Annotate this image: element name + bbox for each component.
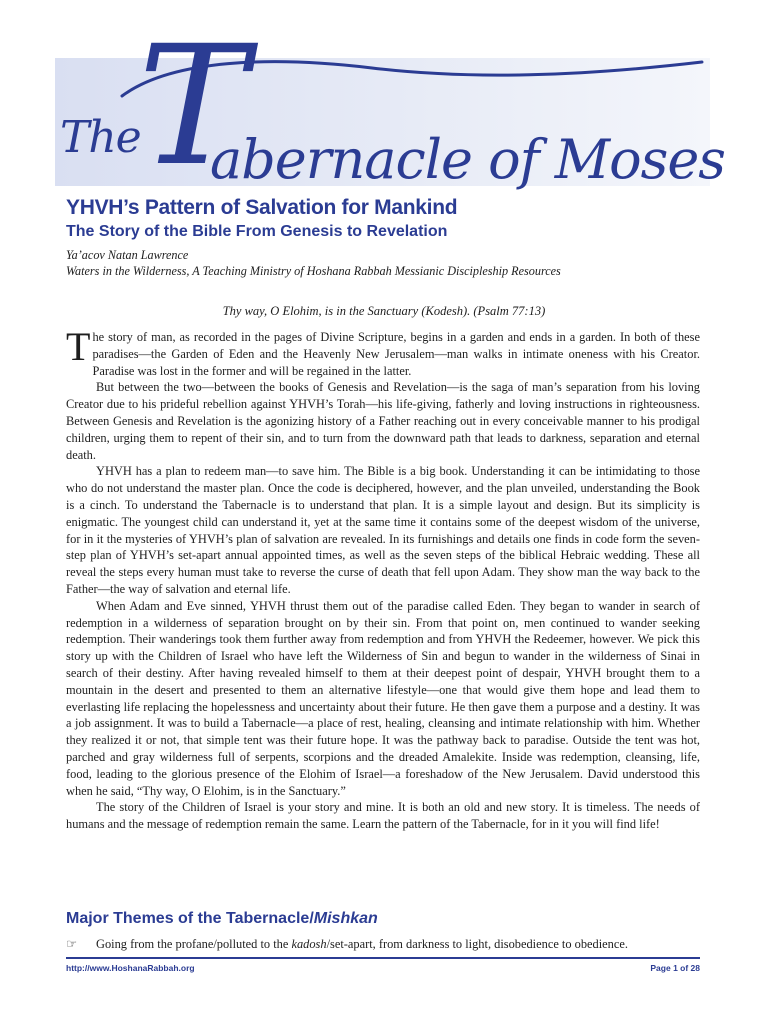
list-item (66, 936, 706, 952)
article-body (66, 324, 700, 833)
author-affiliation: Waters in the Wilderness, A Teaching Ministry of Hoshana Rabbah Messianic Discipleship Resources (66, 264, 561, 278)
title-big-t: T (138, 10, 249, 202)
paragraph-3: YHVH has a plan to redeem man—to save him. The Bible is a big book. Understanding it can be intimidating to those who do not understand the master plan. Once the code is deciphered, however, and the plan unveiled, understanding the Book is a cinch. To understand the Tabernacle is to understand that plan. It is a simple layout and design. But its simplicity is enigmatic. The youngest child can understand it, yet at the same time it contains some of the deepest wisdom of the universe, for in it the mysteries of YHVH’s plan of salvation are revealed. In its furnishings and details one finds in code form the seven-step plan of YHVH’s set-apart annual appointed times, as well as the seven steps of the biblical Hebraic wedding. These all reveal the steps every human must take to reverse the curse of death that fell upon Adam. They show man the way back to the Father—the way of salvation and eternal life. (66, 464, 700, 596)
paragraph-1 (66, 324, 700, 379)
title-rest: abernacle of Moses (210, 128, 725, 191)
title-logo (52, 10, 725, 202)
pointing-hand-icon: ☞ (66, 937, 78, 951)
paragraph-2: But between the two—between the books of Genesis and Revelation—is the saga of man’s separation from his loving Creator due to his prideful rebellion against YHVH’s Torah—his life-giving, fatherly and loving instructions in righteousness. Between Genesis and Revelation is the agonizing history of a Father reaching out in every conceivable manner to his prodigal children, urging them to repent of their sin, and to turn from the downward path that leads to darkness, separation and eternal death. (66, 380, 700, 462)
footer-divider (66, 957, 700, 959)
paragraph-1-text: he story of man, as recorded in the pages of Divine Scripture, begins in a garden and ends in a garden. In both of these paradises—the Garden of Eden and the Heavenly New Jerusalem—man walks in intimate oneness with his Creator. Paradise was lost in the former and will be regained in the latter. (92, 330, 700, 378)
main-heading: YHVH’s Pattern of Salvation for Mankind (66, 196, 458, 219)
footer-url-link[interactable]: http://www.HoshanaRabbah.org (66, 963, 195, 973)
paragraph-4: When Adam and Eve sinned, YHVH thrust them out of the paradise called Eden. They began to wander in search of redemption in a wilderness of separation brought on by their sin. From that point on, men continued to wander seeking redemption. Their wanderings took them further away from redemption and from YHVH the Redeemer, however. We pick this story up with the Children of Israel who have left the Wilderness of Sin and begun to wander in the wilderness of Sinai in search of their destiny. After having revealed himself to them at their deepest point of despair, YHVH brought them to a mountain in the desert and presented to them an alternative lifestyle—one that would give them hope and lead them to everlasting life replacing the hopelessness and uncertainty about their future. He then gave them a purpose and a destiny. It was a job assignment. It was to build a Tabernacle—a place of rest, healing, cleansing and intimate relationship with him. Whether they realized it or not, that simple tent was their future hope. It was the pathway back to paradise. Outside the tent was hot, parched and gray wilderness full of serpents, scorpions and the dreaded Amalekite. Inside was redemption, cleansing, life, food, leading to the glorious presence of the Elohim of Israel—a foreshadow of the New Jerusalem. David understood this when he said, “Thy way, O Elohim, is in the Sanctuary.” (66, 598, 700, 798)
page-number: Page 1 of 28 (650, 963, 700, 973)
author-block (66, 247, 561, 279)
title-the: The (60, 112, 141, 163)
section-heading-text: Major Themes of the Tabernacle/ (66, 910, 314, 927)
epigraph: Thy way, O Elohim, is in the Sanctuary (Kodesh). (Psalm 77:13) (222, 304, 546, 318)
bullet-text-pre: Going from the profane/polluted to the (96, 937, 292, 951)
subheading: The Story of the Bible From Genesis to Revelation (66, 223, 448, 240)
author-name: Ya’acov Natan Lawrence (66, 248, 189, 262)
bullet-text-post: /set-apart, from darkness to light, disobedience to obedience. (326, 937, 628, 951)
section-heading-italic: Mishkan (313, 910, 378, 927)
section-heading (66, 910, 378, 928)
paragraph-5: The story of the Children of Israel is your story and mine. It is both an old and new story. It is timeless. The needs of humans and the message of redemption remain the same. Learn the pattern of the Tabernacle, for in it you will find life! (66, 800, 700, 832)
bullet-text-italic: kadosh (291, 937, 327, 951)
drop-cap: T (66, 324, 91, 369)
